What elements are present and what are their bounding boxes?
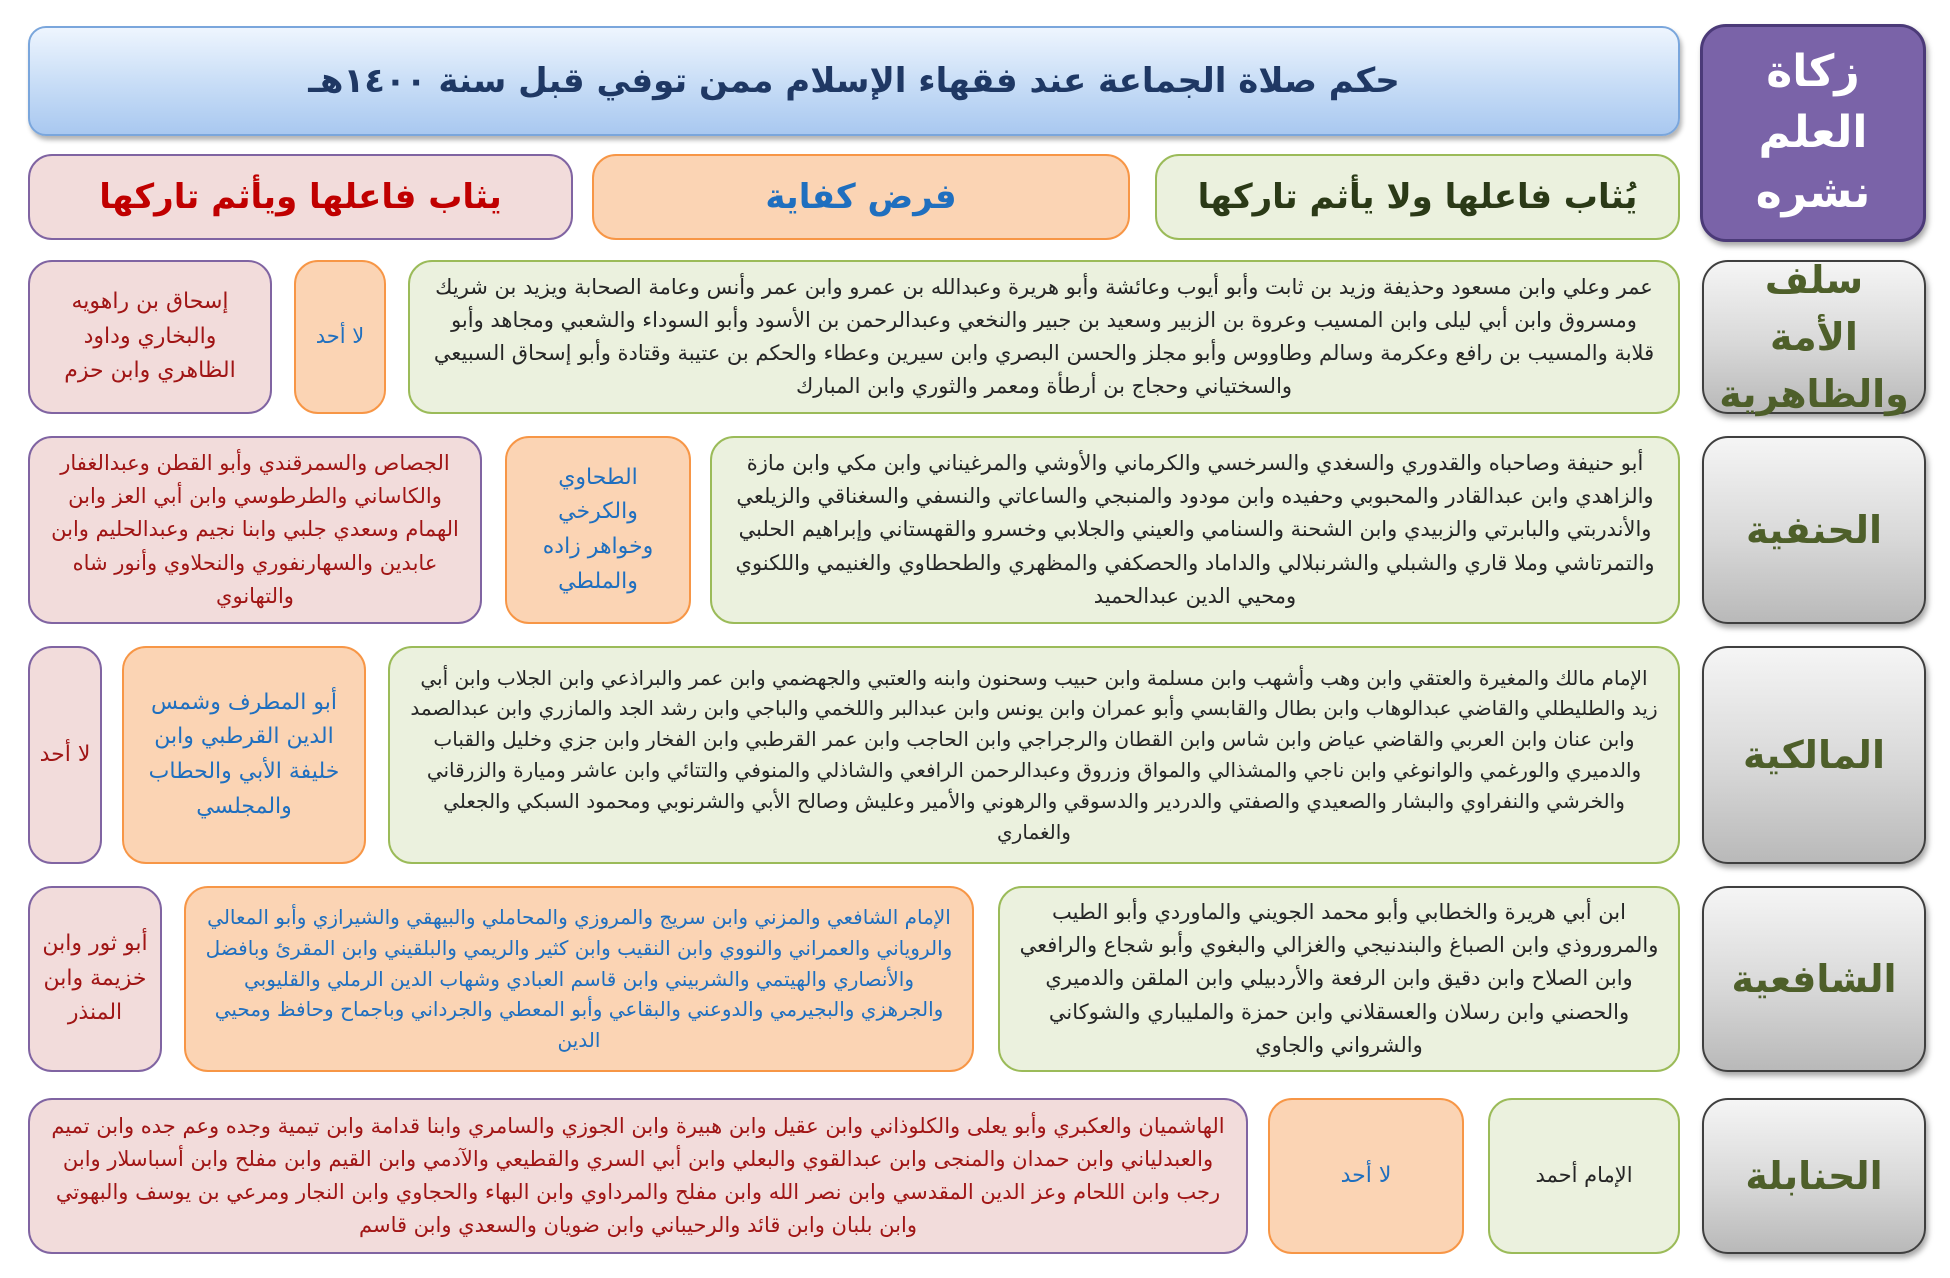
maliki-sunnah-cell: [388, 646, 1680, 864]
maliki-kifaya-cell: [122, 646, 366, 864]
salaf-wajib-cell: [28, 260, 272, 414]
hanbali-wajib-text: الهاشميان والعكبري وأبو يعلى والكلوذاني وابن عقيل وابن هبيرة وابن الجوزي والسامري وابنا قدامة وابن تيمية وجده وعم جده وابن تميم والعبدلياني وابن حمدان والمنجى وابن عبدالقوي والبعلي وابن أبي السري والقطيعي والآدمي وابن القيم وابن مفلح وابن أسباسلار وابن رجب وابن اللحام وعز الدين المقدسي وابن نصر الله وابن مفلح والمرداوي وابن البهاء والحجاوي وابن النجار ومرعي بن يوسف والبهوتي وابن بلبان وابن قائد والرحيباني وابن ضويان والسعدي وابن قاسم: [51, 1113, 1225, 1238]
header-wajib-label: يثاب فاعلها ويأثم تاركها: [99, 177, 502, 217]
header-kifaya-label: فرض كفاية: [765, 177, 957, 217]
salaf-kifaya-cell: [294, 260, 386, 414]
shafii-sunnah-text: ابن أبي هريرة والخطابي وأبو محمد الجويني والماوردي وأبو الطيب والمروروذي وابن الصباغ والبندنيجي والغزالي والبغوي وأبو شجاع والرافعي وابن الصلاح وابن دقيق وابن الرفعة والأردبيلي وابن الملقن والدميري والحصني وابن رسلان والعسقلاني وابن حمزة والمليباري والشوكاني والشرواني والجاوي: [1019, 900, 1659, 1057]
hanafi-kifaya-text: الطحاوي والكرخي وخواهر زاده والملطي: [542, 464, 654, 594]
hanafi-kifaya-cell: [505, 436, 691, 624]
shafii-wajib-text: أبو ثور وابن خزيمة وابن المنذر: [42, 930, 148, 1026]
row-label-hanafi: [1702, 436, 1926, 624]
page-title-text: حكم صلاة الجماعة عند فقهاء الإسلام ممن توفي قبل سنة ١٤٠٠هـ: [308, 61, 1400, 101]
maliki-wajib-cell: [28, 646, 102, 864]
header-wajib: [28, 154, 573, 240]
hanbali-kifaya-cell: [1268, 1098, 1464, 1254]
shafii-kifaya-text: الإمام الشافعي والمزني وابن سريج والمروزي والمحاملي والبيهقي والشيرازي وأبو المعالي والروياني والعمراني والنووي وابن النقيب وابن كثير والريمي والبلقيني وابن المقرئ وبافضل والأنصاري والهيتمي والشربيني وابن قاسم العبادي وشهاب الدين الرملي والقليوبي والجرهزي والبجيرمي والدوعني والبقاعي وأبو المعطي والجرداني وباجماح وحافظ ومحيي الدين: [205, 905, 953, 1053]
salaf-sunnah-text: عمر وعلي وابن مسعود وحذيفة وزيد بن ثابت وأبو أيوب وعائشة وأبو هريرة وعبدالله بن عمرو وابن عمر وأنس وعامة الصحابة ويزيد بن شريك ومسروق وابن أبي ليلى وابن المسيب وعروة بن الزبير وسعيد بن جبير والنخعي وعبدالرحمن بن الأسود وأبو السوداء والشعبي ومجاهد وأبو قلابة والمسيب بن رافع وعكرمة وسالم وطاووس وأبو مجلز والحسن البصري وابن سيرين وعطاء والحكم بن عتيبة وقتادة وأبو إسحاق السبيعي والسختياني وحجاج بن أرطأة ومعمر والثوري وابن المبارك: [433, 274, 1655, 399]
maliki-sunnah-text: الإمام مالك والمغيرة والعتقي وابن وهب وأشهب وابن مسلمة وابن حبيب وسحنون وابنه والعتبي والجهضمي وابن عمر والبراذعي وابن الجلاب وابن أبي زيد والطليطلي والقاضي عبدالوهاب وابن بطال والقابسي وأبو عمران وابن يونس وابن عبدالبر واللخمي والباجي وابن رشد الجد والمازري وابن عبدالصمد وابن عنان وابن العربي والقاضي عياض وابن شاس وابن القطان والرجراجي وابن الحاجب وابن عمر القرطبي وابن الفخار وابن جزي وخليل والقباب والدميري والورغمي والوانوغي وابن ناجي والمشذالي والمواق وزروق وعبدالرحمن الرافعي والشاذلي والمنوفي والتتائي وابن عاشر وميارة والزرقاني والخرشي والنفراوي والبشار والصعيدي والصفتي والدردير والدسوقي والرهوني والأمير وعليش وصالح الأبي والشرنوبي ومحمود السبكي والجعلي والغماري: [410, 665, 1658, 844]
row-label-salaf-line-1: سلف الأمة: [1764, 257, 1864, 359]
header-kifaya: [592, 154, 1130, 240]
salaf-wajib-text: إسحاق بن راهويه والبخاري وداود الظاهري وابن حزم: [64, 288, 236, 384]
row-label-salaf: [1702, 257, 1926, 416]
hanbali-sunnah-cell: [1488, 1098, 1680, 1254]
salaf-kifaya-text: لا أحد: [315, 324, 365, 349]
header-sunnah-label: يُثاب فاعلها ولا يأثم تاركها: [1197, 177, 1638, 217]
row-label-maliki: [1702, 646, 1926, 864]
row-label-shafii: [1702, 886, 1926, 1072]
row-label-hanbali-text: الحنابلة: [1745, 1153, 1883, 1198]
logo: [1700, 24, 1926, 242]
hanbali-sunnah-text: الإمام أحمد: [1535, 1163, 1633, 1188]
shafii-wajib-cell: [28, 886, 162, 1072]
header-sunnah: [1155, 154, 1680, 240]
maliki-wajib-text: لا أحد: [39, 741, 91, 767]
row-label-hanbali: [1702, 1098, 1926, 1254]
hanafi-sunnah-cell: [710, 436, 1680, 624]
shafii-sunnah-cell: [998, 886, 1680, 1072]
hanafi-wajib-text: الجصاص والسمرقندي وأبو القطن وعبدالغفار والكاساني والطرطوسي وابن أبي العز وابن الهمام وسعدي جلبي وابنا نجيم وعبدالحليم وابن عابدين والسهارنفوري والنحلاوي وأنور شاه والتهانوي: [51, 451, 459, 608]
shafii-kifaya-cell: [184, 886, 974, 1072]
page-title: [28, 26, 1680, 136]
maliki-kifaya-text: أبو المطرف وشمس الدين القرطبي وابن خليفة الأبي والحطاب والمجلسي: [148, 689, 340, 819]
hanbali-kifaya-text: لا أحد: [1340, 1162, 1392, 1188]
hanafi-wajib-cell: [28, 436, 482, 624]
salaf-sunnah-cell: [408, 260, 1680, 414]
hanbali-wajib-cell: [28, 1098, 1248, 1254]
row-label-maliki-text: المالكية: [1743, 732, 1885, 777]
logo-line-3: نشره: [1755, 167, 1871, 219]
logo-line-2: العلم: [1758, 106, 1868, 158]
logo-line-1: زكاة: [1766, 45, 1860, 97]
row-label-shafii-text: الشافعية: [1731, 956, 1897, 1001]
hanafi-sunnah-text: أبو حنيفة وصاحباه والقدوري والسغدي والسرخسي والكرماني والأوشي والمرغيناني وابن مكي وابن مازة والزاهدي وابن عبدالقادر والمحبوبي وحفيده وابن مودود والمنبجي والساعاتي والنسفي والسغناقي والزيلعي والأندربتي والبابرتي والزبيدي وابن الشحنة والسنامي والعيني والجلابي وخسرو والقهستاني وإبراهيم الحلبي والتمرتاشي وملا قاري والشبلي والشرنبلالي والداماد والحصكفي والمظهري والطحطاوي والغنيمي واللكنوي ومحيي الدين عبدالحميد: [735, 451, 1655, 608]
row-label-hanafi-text: الحنفية: [1745, 507, 1883, 552]
row-label-salaf-line-2: والظاهرية: [1719, 371, 1909, 416]
